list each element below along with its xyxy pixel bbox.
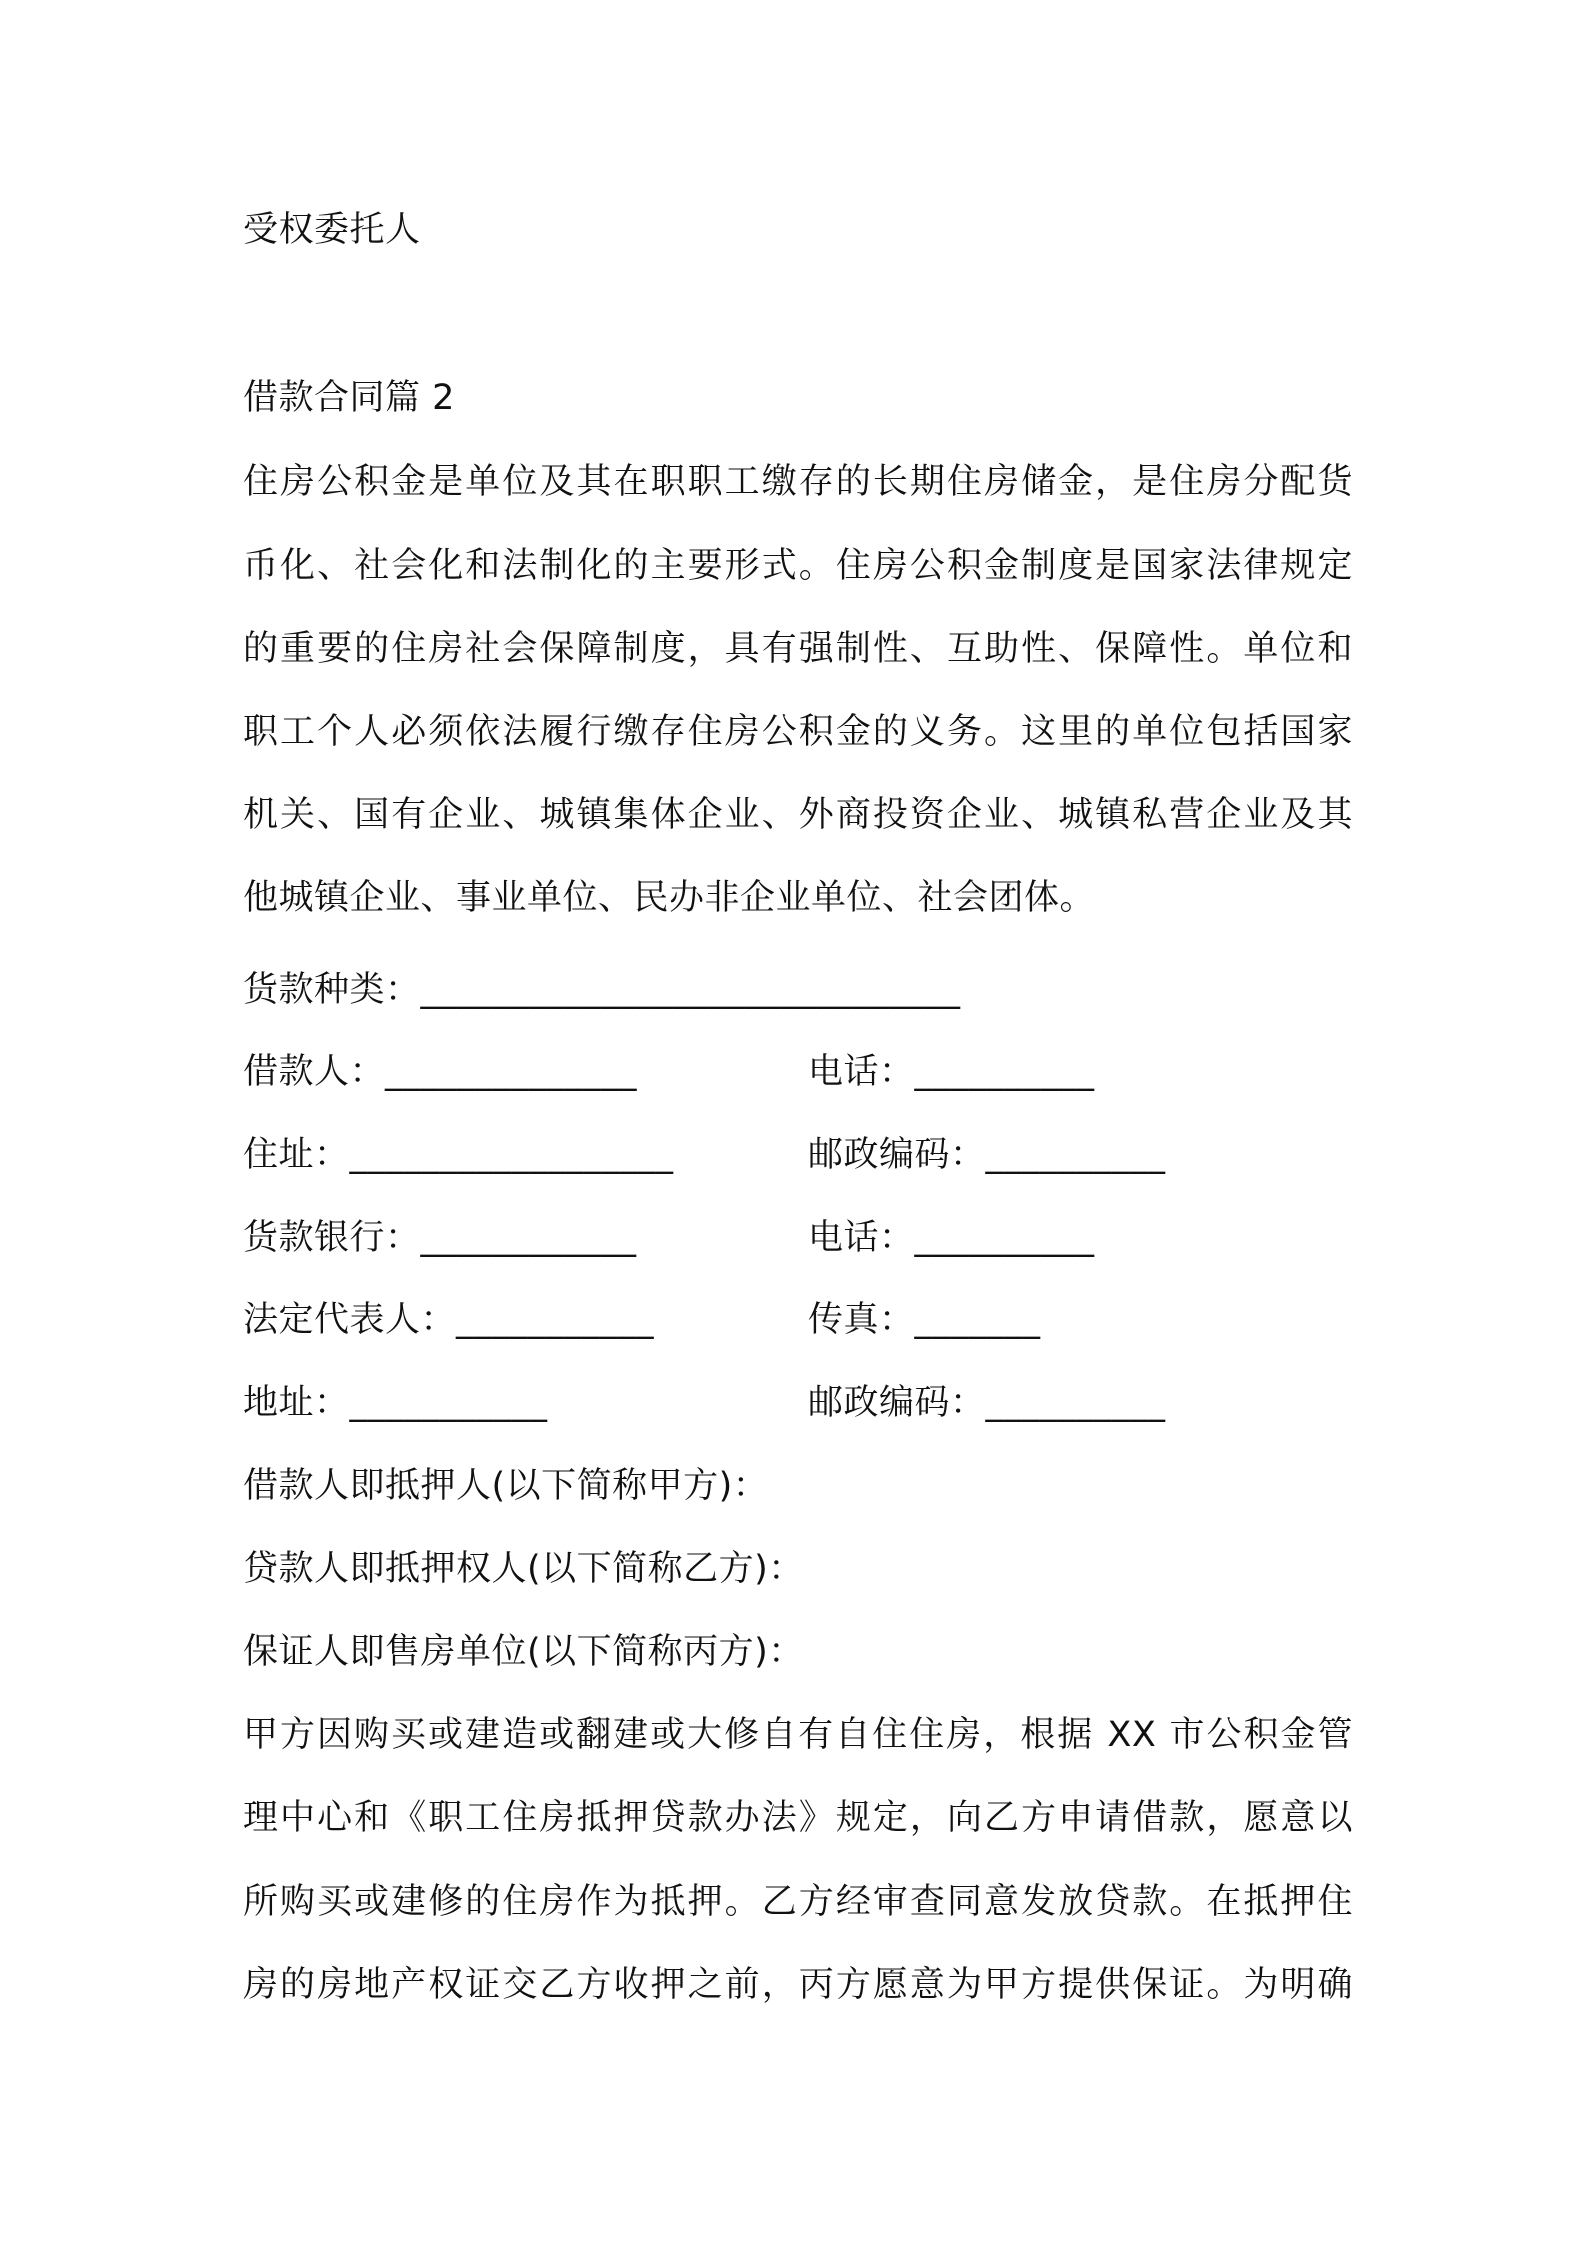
intro-line: 他城镇企业、事业单位、民办非企业单位、社会团体。 [243, 878, 1096, 918]
postal-code-2-field: 邮政编码：__________ [808, 1383, 1166, 1423]
party-c-line: 保证人即售房单位(以下简称丙方)： [243, 1632, 804, 1672]
loan-bank-field: 货款银行：____________ [243, 1218, 637, 1258]
borrower-field: 借款人：______________ [243, 1052, 638, 1092]
legal-representative-field: 法定代表人：___________ [243, 1300, 655, 1340]
intro-line: 职工个人必须依法履行缴存住房公积金的义务。这里的单位包括国家 [243, 712, 1353, 752]
intro-line: 的重要的住房社会保障制度，具有强制性、互助性、保障性。单位和 [243, 629, 1353, 669]
body-line: 理中心和《职工住房抵押贷款办法》规定，向乙方申请借款，愿意以 [243, 1798, 1353, 1838]
body-line: 所购买或建修的住房作为抵押。乙方经审查同意发放贷款。在抵押住 [243, 1882, 1353, 1922]
fax-field: 传真：_______ [808, 1300, 1041, 1340]
address-2-field: 地址：___________ [243, 1383, 548, 1423]
section-title: 借款合同篇 2 [243, 378, 455, 418]
borrower-phone-field: 电话：__________ [808, 1052, 1095, 1092]
intro-line: 机关、国有企业、城镇集体企业、外商投资企业、城镇私营企业及其 [243, 795, 1353, 835]
attorney-heading: 受权委托人 [243, 210, 421, 250]
address-field: 住址：__________________ [243, 1135, 674, 1175]
party-b-line: 贷款人即抵押权人(以下简称乙方)： [243, 1549, 804, 1589]
postal-code-field: 邮政编码：__________ [808, 1135, 1166, 1175]
body-line: 甲方因购买或建造或翻建或大修自有自住住房，根据 XX 市公积金管 [243, 1715, 1353, 1755]
bank-phone-field: 电话：__________ [808, 1218, 1095, 1258]
body-line: 房的房地产权证交乙方收押之前，丙方愿意为甲方提供保证。为明确 [243, 1965, 1353, 2005]
intro-line: 住房公积金是单位及其在职职工缴存的长期住房储金，是住房分配货 [243, 462, 1353, 502]
loan-type-field: 货款种类：______________________________ [243, 970, 961, 1010]
intro-line: 币化、社会化和法制化的主要形式。住房公积金制度是国家法律规定 [243, 546, 1353, 586]
party-a-line: 借款人即抵押人(以下简称甲方)： [243, 1466, 769, 1506]
